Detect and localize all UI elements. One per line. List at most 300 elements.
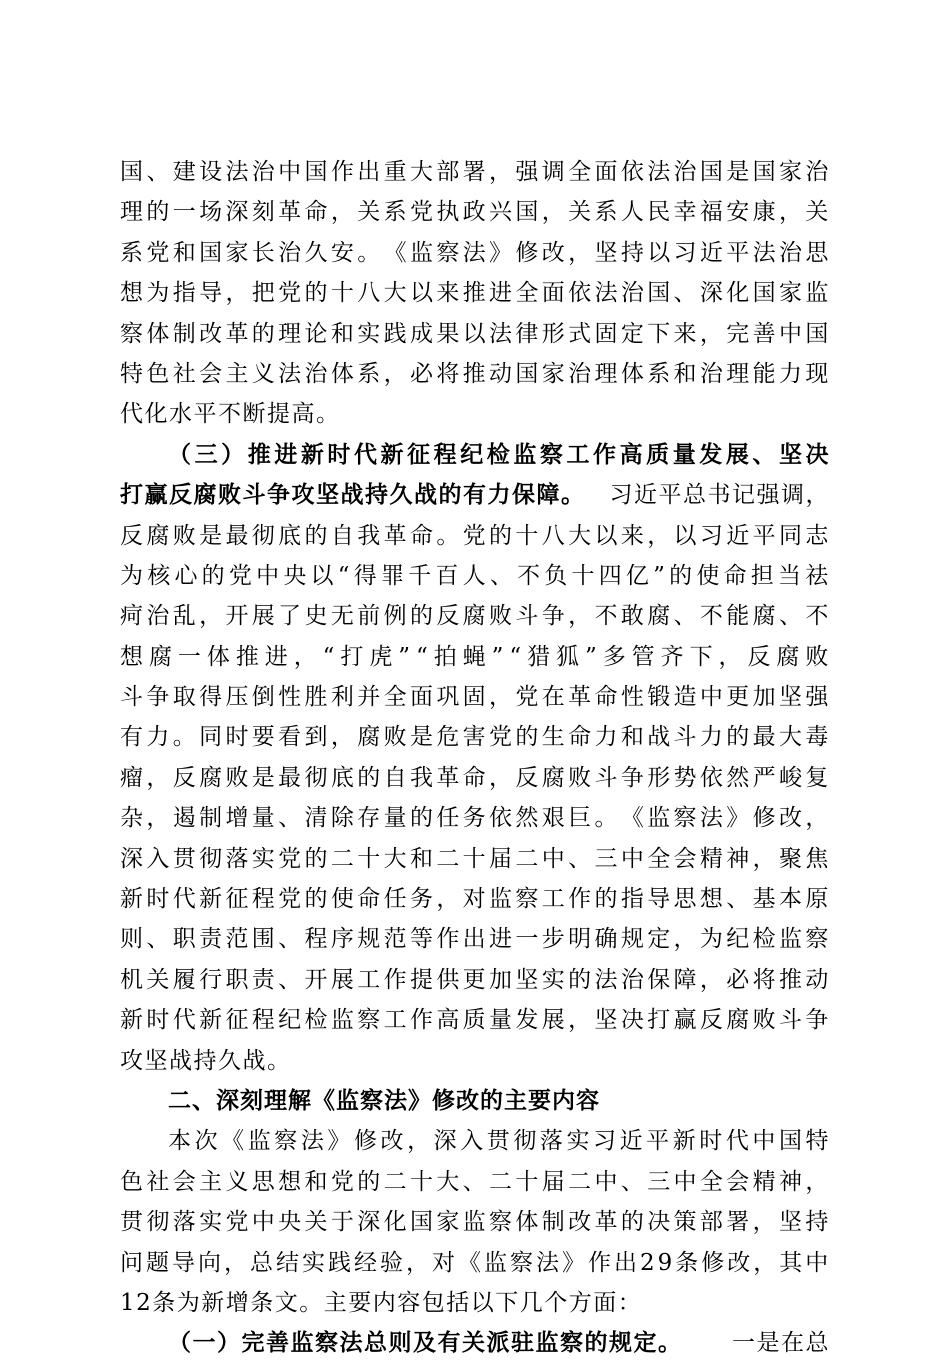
char: 改 — [380, 1128, 405, 1155]
char: 等 — [409, 926, 435, 953]
char: 形 — [647, 764, 672, 791]
char: 改 — [541, 239, 567, 266]
char: ， — [752, 845, 778, 872]
char: 拍 — [433, 643, 459, 670]
char: 是 — [409, 724, 435, 751]
char: 调 — [541, 159, 567, 185]
char: 腐 — [726, 1007, 751, 1034]
char: 开 — [304, 966, 330, 993]
char: 家 — [778, 159, 804, 185]
char: 发 — [699, 440, 724, 468]
char: 无 — [330, 603, 356, 630]
char: 质 — [646, 440, 671, 468]
char: 检 — [304, 1007, 330, 1034]
char: 反 — [515, 764, 540, 791]
char: 新 — [672, 1128, 698, 1155]
char: 一 — [515, 926, 540, 953]
char: 全 — [699, 1168, 725, 1195]
paragraph-line — [120, 960, 830, 1000]
char: 胜 — [304, 684, 330, 711]
char: 有 — [120, 724, 145, 751]
char: 履 — [172, 966, 198, 993]
char: 范 — [383, 926, 409, 953]
char: 察 — [489, 1209, 514, 1236]
char: 思 — [805, 239, 830, 266]
char: 强 — [515, 159, 540, 185]
char: 安 — [726, 199, 751, 226]
char: 动 — [489, 360, 514, 387]
char: ， — [805, 805, 830, 832]
char: 体 — [206, 643, 232, 670]
char: 毒 — [805, 724, 830, 751]
char: 治 — [304, 360, 330, 387]
char: 理 — [278, 320, 303, 347]
char: 序 — [330, 926, 356, 953]
char: 的 — [146, 199, 171, 226]
char: 治 — [620, 280, 646, 307]
char: 新 — [120, 1007, 145, 1034]
char: 四 — [598, 562, 624, 589]
char: 力 — [778, 360, 804, 387]
char: 新 — [199, 1007, 224, 1034]
char: 心 — [174, 562, 199, 589]
document-body — [120, 152, 830, 1364]
char: 系 — [383, 199, 409, 226]
char: 腐 — [541, 764, 567, 791]
char: 代 — [172, 1007, 198, 1034]
char: 来 — [673, 320, 699, 347]
char: 指 — [620, 886, 646, 913]
char: 发 — [515, 1007, 540, 1034]
char: 中 — [278, 159, 303, 185]
char: 义 — [251, 360, 277, 387]
char: 决 — [647, 1209, 672, 1236]
char: 和 — [172, 239, 198, 266]
char: 十 — [462, 845, 488, 872]
char: ， — [805, 1168, 830, 1195]
char: 治 — [673, 159, 699, 185]
char: 的 — [201, 562, 227, 589]
char: 不 — [517, 562, 542, 589]
char: 实 — [566, 1128, 591, 1155]
char: 持 — [620, 239, 646, 266]
char: 推 — [247, 440, 273, 468]
char: 障 — [673, 966, 699, 993]
char: 推 — [778, 966, 804, 993]
char: 会 — [726, 1168, 751, 1195]
char: 造 — [673, 684, 699, 711]
char: 工 — [566, 440, 591, 468]
char: 国 — [778, 1128, 804, 1155]
char: 自 — [383, 764, 409, 791]
char: 。 — [357, 239, 382, 266]
char: 贯 — [486, 1128, 512, 1155]
char: 法 — [225, 159, 250, 185]
char: 设 — [199, 159, 224, 185]
char: 察 — [539, 440, 565, 468]
paragraph-line — [120, 192, 830, 232]
char: 进 — [489, 926, 514, 953]
char: 人 — [462, 562, 488, 589]
char: 导 — [172, 1249, 197, 1276]
char: 系 — [594, 199, 619, 226]
char: 争 — [805, 1007, 830, 1034]
char: 了 — [278, 603, 303, 630]
char: 力 — [594, 724, 619, 751]
char: 得 — [199, 684, 224, 711]
char: 中 — [620, 845, 646, 872]
char: 习 — [673, 239, 699, 266]
paragraph-line — [120, 637, 830, 677]
char: 、 — [278, 805, 303, 832]
char: 长 — [251, 239, 277, 266]
char: 会 — [199, 360, 224, 387]
char: 党 — [228, 562, 254, 589]
char: 反 — [120, 522, 145, 549]
char: 展 — [541, 1007, 567, 1034]
char: 一 — [172, 199, 198, 226]
char: 倒 — [251, 684, 277, 711]
char: 作 — [383, 966, 409, 993]
char: 建 — [172, 159, 198, 185]
char: 监 — [778, 926, 804, 953]
char: 依 — [568, 280, 593, 307]
char: 修 — [515, 239, 540, 266]
char: 除 — [330, 805, 356, 832]
char: 改 — [727, 1249, 752, 1276]
char: 对 — [462, 886, 488, 913]
char: 败 — [568, 764, 593, 791]
char: 2 — [640, 1249, 657, 1276]
char: 的 — [409, 603, 435, 630]
char: 关 — [146, 966, 171, 993]
char: 监 — [513, 440, 538, 468]
char: 习 — [699, 522, 725, 549]
char: 主 — [225, 360, 250, 387]
char: 巨 — [568, 805, 593, 832]
char: 纪 — [460, 440, 485, 468]
char: 斗 — [778, 1007, 804, 1034]
char: 性 — [278, 684, 303, 711]
paragraph-text: 习近平总书记强调， — [609, 482, 830, 509]
char: 的 — [304, 886, 330, 913]
char: 二 — [489, 1168, 514, 1195]
char: 实 — [302, 1249, 327, 1276]
char: 展 — [330, 966, 356, 993]
char: 反 — [172, 764, 198, 791]
char: 决 — [620, 1007, 646, 1034]
char: 腐 — [462, 603, 488, 630]
char: 代 — [172, 886, 198, 913]
char: 论 — [304, 320, 330, 347]
char: 监 — [330, 1007, 356, 1034]
char: 革 — [225, 320, 250, 347]
char: 理 — [726, 360, 751, 387]
char: 使 — [330, 886, 356, 913]
char: 命 — [568, 724, 593, 751]
char: 十 — [409, 1168, 435, 1195]
char: 近 — [619, 1128, 645, 1155]
char: 腐 — [776, 643, 801, 670]
char: 精 — [752, 1168, 778, 1195]
char: 主 — [199, 1168, 224, 1195]
char: 腐 — [148, 643, 174, 670]
char: 命 — [409, 522, 435, 549]
char: 纪 — [278, 1007, 303, 1034]
char: 、 — [146, 159, 171, 185]
char: 条 — [675, 1249, 700, 1276]
char: 腐 — [752, 603, 778, 630]
char: 更 — [462, 966, 488, 993]
char: 二 — [568, 1168, 593, 1195]
char: 治 — [278, 239, 303, 266]
paragraph-line — [120, 798, 830, 838]
char: 最 — [752, 724, 778, 751]
char: 律 — [515, 320, 540, 347]
char: 最 — [225, 522, 250, 549]
char: 想 — [278, 1168, 303, 1195]
char: 例 — [383, 603, 409, 630]
char: 坚 — [778, 684, 804, 711]
char: 彻 — [304, 764, 330, 791]
char: 思 — [673, 886, 699, 913]
char: 则 — [120, 926, 145, 953]
char: 围 — [251, 926, 277, 953]
paragraph-line — [120, 879, 830, 919]
char: ， — [436, 886, 461, 913]
char: 民 — [647, 199, 672, 226]
paragraph-line — [120, 516, 830, 556]
char: ， — [199, 603, 224, 630]
char: 导 — [199, 280, 224, 307]
char: 多 — [602, 643, 628, 670]
char: 和 — [673, 360, 699, 387]
char: 察 — [515, 886, 540, 913]
char: 国 — [120, 159, 145, 185]
char: 刻 — [251, 199, 277, 226]
char: 关 — [805, 199, 830, 226]
char: 的 — [669, 562, 694, 589]
paragraph-line — [120, 233, 830, 273]
char: 系 — [357, 360, 382, 387]
char: 革 — [568, 684, 593, 711]
char: 坚 — [594, 1007, 619, 1034]
char: 和 — [330, 320, 356, 347]
char: 使 — [696, 562, 721, 589]
char: 十 — [357, 845, 382, 872]
char: ， — [699, 966, 725, 993]
char: 法 — [752, 239, 778, 266]
char: 乱 — [172, 603, 198, 630]
char: 监 — [409, 239, 435, 266]
char: 程 — [304, 926, 330, 953]
char: 作 — [588, 1249, 613, 1276]
char: 届 — [541, 1168, 567, 1195]
char: 久 — [304, 239, 330, 266]
char: 检 — [752, 926, 778, 953]
char: 国 — [752, 280, 778, 307]
char: 增 — [225, 805, 250, 832]
char: 色 — [146, 360, 171, 387]
char: 腐 — [199, 764, 224, 791]
char: 的 — [304, 845, 330, 872]
char: ， — [407, 1128, 432, 1155]
char: 落 — [172, 1209, 198, 1236]
char: 坚 — [515, 966, 540, 993]
char: 策 — [673, 1209, 699, 1236]
char: 我 — [409, 764, 435, 791]
char: 千 — [408, 562, 433, 589]
char: 务 — [409, 886, 435, 913]
char: 习 — [593, 1128, 618, 1155]
char: 时 — [146, 886, 171, 913]
char: 新 — [199, 886, 224, 913]
char: 不 — [699, 603, 725, 630]
char: ， — [330, 199, 356, 226]
char: 工 — [541, 886, 567, 913]
char: 然 — [726, 764, 751, 791]
char: 革 — [383, 522, 409, 549]
char: ” — [584, 643, 599, 670]
char: 以 — [647, 239, 672, 266]
char: 打 — [647, 1007, 672, 1034]
char: 中 — [256, 562, 281, 589]
char: 社 — [146, 1168, 171, 1195]
char: 亿 — [625, 562, 651, 589]
char: 十 — [515, 522, 540, 549]
char: 对 — [432, 1249, 457, 1276]
char: 明 — [568, 926, 593, 953]
char: 代 — [725, 1128, 751, 1155]
char: 时 — [327, 440, 352, 468]
char: 大 — [778, 724, 804, 751]
char: 提 — [409, 966, 435, 993]
char: 的 — [251, 320, 277, 347]
char: 神 — [778, 1168, 804, 1195]
char: 固 — [462, 684, 488, 711]
char: 锻 — [647, 684, 672, 711]
char: 党 — [225, 1209, 250, 1236]
char: 二 — [383, 1168, 409, 1195]
char: 利 — [330, 684, 356, 711]
char: 保 — [647, 966, 672, 993]
char: 9 — [657, 1249, 674, 1276]
char: ， — [224, 1249, 249, 1276]
char: 决 — [805, 440, 830, 468]
char: 推 — [235, 643, 261, 670]
char: 指 — [172, 280, 198, 307]
char: 的 — [568, 966, 593, 993]
char: 当 — [778, 562, 803, 589]
char: ， — [753, 1249, 778, 1276]
char: ， — [647, 522, 672, 549]
char: 然 — [515, 805, 540, 832]
char: 将 — [752, 966, 778, 993]
subheading-text: 打赢反腐败斗争攻坚战持久战的有力保障。 — [120, 481, 586, 509]
char: 坚 — [594, 239, 619, 266]
char: 依 — [699, 764, 725, 791]
char: 不 — [594, 603, 619, 630]
char: 百 — [435, 562, 460, 589]
char: 出 — [462, 926, 488, 953]
char: 、 — [568, 845, 593, 872]
char: 法 — [594, 280, 619, 307]
char: 确 — [594, 926, 619, 953]
char: ” — [398, 643, 412, 670]
char: 精 — [699, 845, 725, 872]
char: 监 — [647, 805, 672, 832]
char: 能 — [726, 603, 751, 630]
char: 取 — [172, 684, 198, 711]
char: 监 — [805, 280, 830, 307]
char: 最 — [278, 764, 303, 791]
char: 势 — [673, 764, 699, 791]
char: 色 — [120, 1168, 145, 1195]
char: ） — [221, 440, 246, 468]
char: 程 — [251, 1007, 277, 1034]
char: 八 — [357, 280, 382, 307]
char: “ — [322, 643, 336, 670]
paragraph-text: 一是在总 — [732, 1330, 830, 1357]
char: 巩 — [436, 684, 461, 711]
char: 并 — [357, 684, 382, 711]
char: 经 — [354, 1249, 379, 1276]
char: 党 — [330, 1168, 356, 1195]
char: 自 — [330, 522, 356, 549]
char: 制 — [541, 1209, 567, 1236]
char: 、 — [673, 603, 699, 630]
char: 革 — [594, 1209, 619, 1236]
char: 时 — [225, 724, 250, 751]
char: 供 — [436, 966, 461, 993]
char: 、 — [146, 926, 171, 953]
char: 遏 — [172, 805, 198, 832]
char: 法 — [536, 1249, 561, 1276]
char: 法 — [300, 1128, 326, 1155]
char: 量 — [489, 1007, 514, 1034]
paragraph-line — [120, 717, 830, 757]
char: 争 — [146, 684, 171, 711]
char: 必 — [726, 966, 751, 993]
char: 察 — [274, 1128, 299, 1155]
char: 题 — [146, 1249, 171, 1276]
char: 、 — [489, 562, 515, 589]
char: 十 — [330, 280, 356, 307]
char: 》 — [489, 239, 514, 266]
char: 为 — [120, 562, 145, 589]
char: 推 — [462, 360, 488, 387]
char: 罪 — [380, 562, 406, 589]
char: 来 — [620, 522, 646, 549]
char: 次 — [194, 1128, 220, 1155]
char: 修 — [701, 1249, 726, 1276]
char: （ — [168, 440, 193, 468]
char: 善 — [752, 320, 778, 347]
char: 《 — [458, 1249, 483, 1276]
char: 将 — [436, 360, 461, 387]
char: 体 — [330, 360, 356, 387]
char: 于 — [330, 1209, 356, 1236]
char: 国 — [752, 159, 778, 185]
char: 高 — [619, 440, 645, 468]
char: 法 — [278, 360, 303, 387]
char: 核 — [147, 562, 172, 589]
char: 央 — [278, 1209, 303, 1236]
char: ， — [146, 764, 171, 791]
char: 底 — [278, 522, 303, 549]
char: 作 — [568, 886, 593, 913]
char: 败 — [225, 764, 250, 791]
